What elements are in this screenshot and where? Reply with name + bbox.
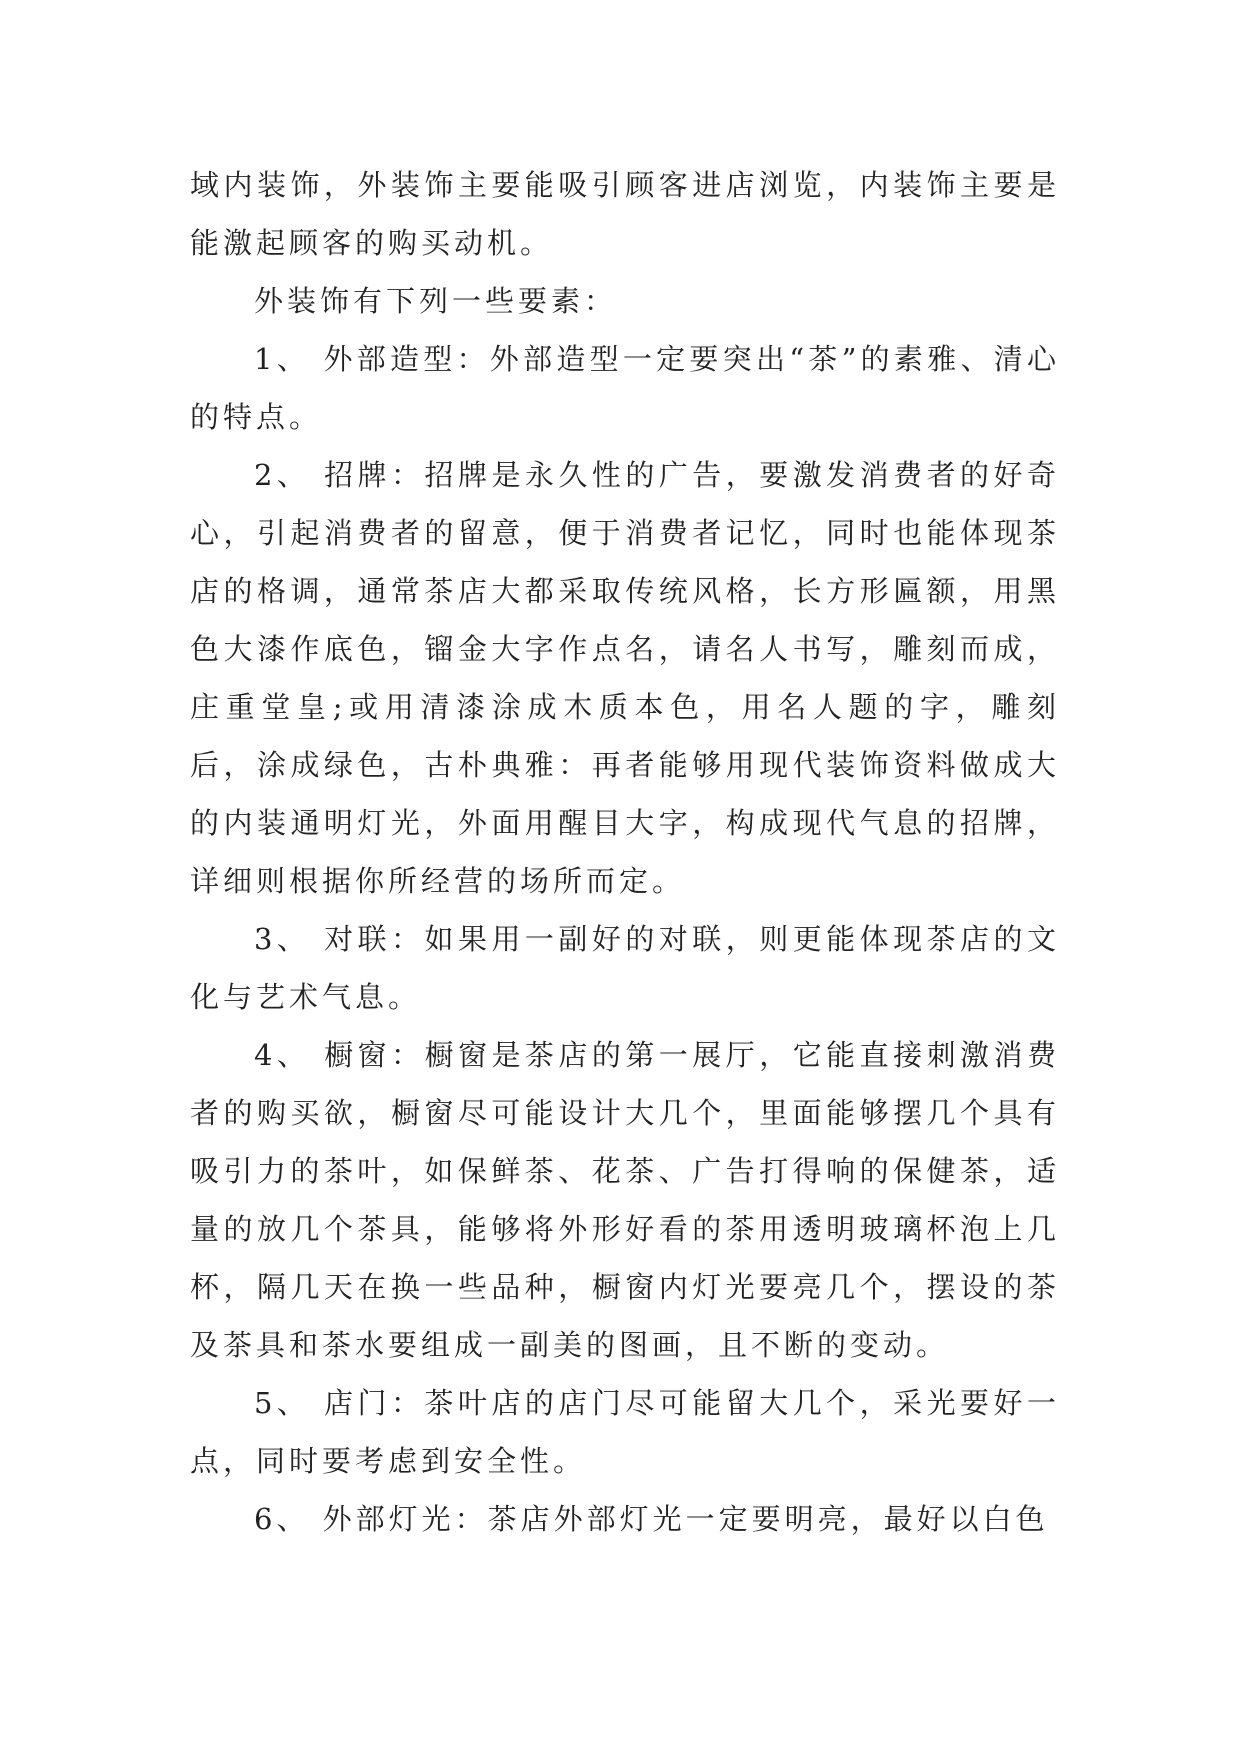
paragraph-item-couplet: 3、 对联：如果用一副好的对联，则更能体现茶店的文化与艺术气息。: [190, 922, 1060, 1014]
paragraph-item-shop-door: 5、 店门：茶叶店的店门尽可能留大几个，采光要好一点，同时要考虑到安全性。: [190, 1386, 1060, 1478]
paragraph-item-exterior-lighting: 6、 外部灯光：茶店外部灯光一定要明亮，最好以白色: [254, 1502, 1049, 1536]
paragraph-item-shop-window: 4、 橱窗：橱窗是茶店的第一展厅，它能直接刺激消费者的购买欲，橱窗尽可能设计大几个，里面能够摆几个具有吸引力的茶叶，如保鲜茶、花茶、广告打得响的保健茶，适量的放几个茶具，能够将外形好看的茶用透明玻璃杯泡上几杯，隔几天在换一些品种，橱窗内灯光要亮几个，摆设的茶及茶具和茶水要组成一副美的图画，且不断的变动。: [190, 1038, 1060, 1362]
paragraph-item-exterior-shape: 1、 外部造型：外部造型一定要突出“茶”的素雅、清心的特点。: [190, 342, 1060, 434]
document-body: [190, 156, 1060, 1548]
paragraph-elements-heading: 外装饰有下列一些要素：: [254, 284, 618, 318]
paragraph-intro: 域内装饰，外装饰主要能吸引顾客进店浏览，内装饰主要是能激起顾客的购买动机。: [190, 168, 1060, 260]
paragraph-item-signboard: 2、 招牌：招牌是永久性的广告，要激发消费者的好奇心，引起消费者的留意，便于消费者记忆，同时也能体现茶店的格调，通常茶店大都采取传统风格，长方形匾额，用黑色大漆作底色，镏金大字作点名，请名人书写，雕刻而成，庄重堂皇;或用清漆涂成木质本色，用名人题的字，雕刻后，涂成绿色，古朴典雅：再者能够用现代装饰资料做成大的内装通明灯光，外面用醒目大字，构成现代气息的招牌，详细则根据你所经营的场所而定。: [190, 458, 1060, 898]
